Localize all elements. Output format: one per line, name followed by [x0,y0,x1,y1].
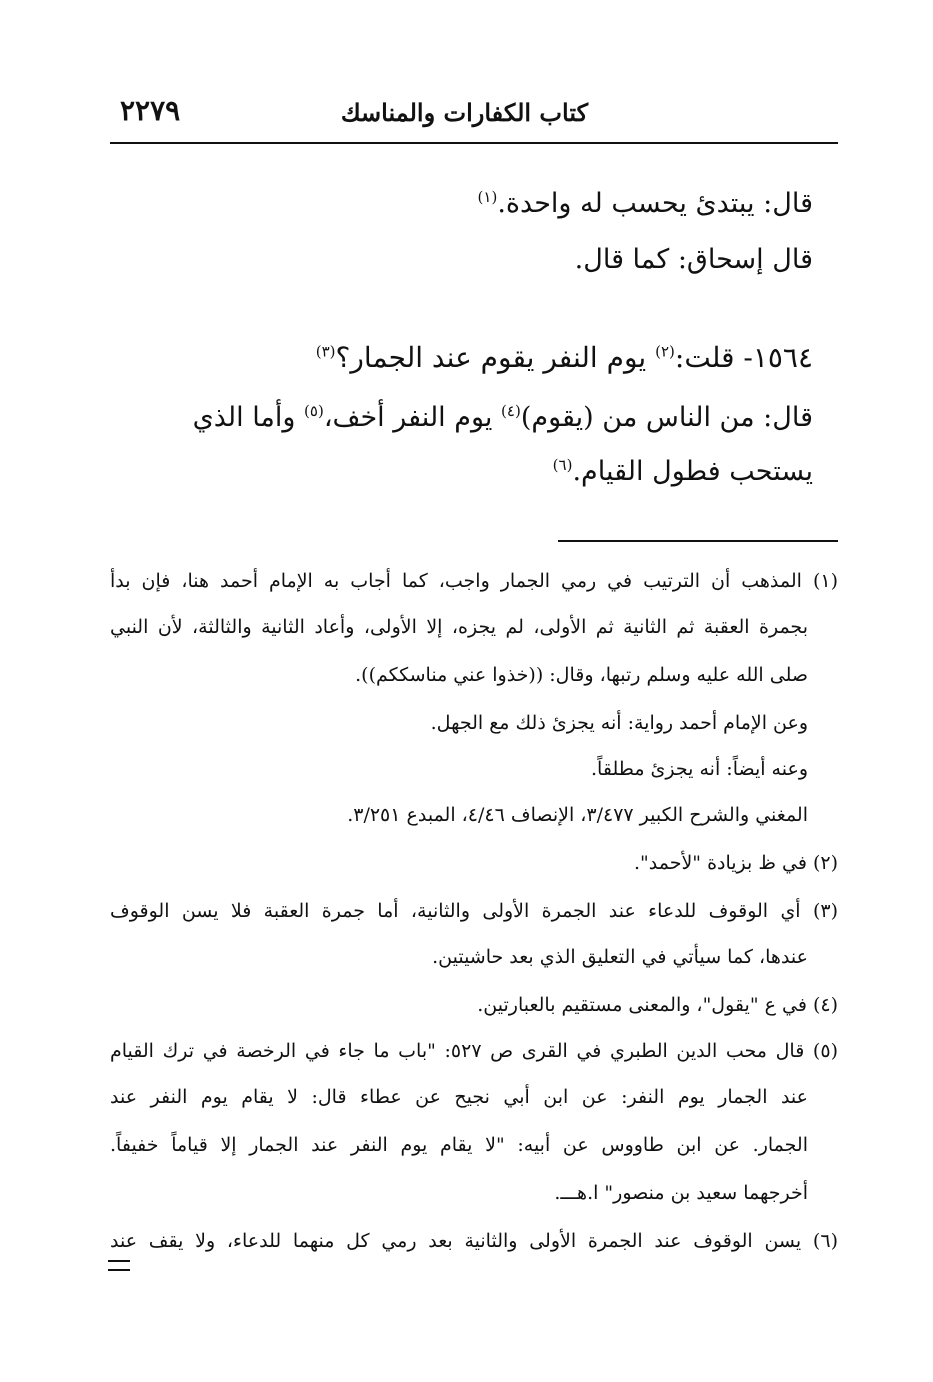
footnote-mark-3: (٣) [315,342,336,361]
page-number: ٢٢٧٩ [120,94,181,127]
footnote-4: (٤) في ع "يقول"، والمعنى مستقيم بالعبارتين. [477,994,838,1016]
answer-part-2: يوم النفر أخف، [323,402,502,433]
footnote-5-line-2: عند الجمار يوم النفر: عن ابن أبي نجيح عن عطاء قال: لا يقام يوم النفر عند [110,1086,808,1108]
footnote-1-line-5: وعنه أيضاً: أنه يجزئ مطلقاً. [591,758,808,780]
footnote-mark-2: (٢) [655,342,675,361]
answer-line-2-text: يستحب فطول القيام. [572,456,813,487]
question-number: ١٥٦٤- قلت: [674,341,813,374]
main-line-2-text: قال إسحاق: كما قال. [574,244,813,275]
footnote-mark-5: (٥) [304,402,324,420]
footnote-1-line-1: (١) المذهب أن الترتيب في رمي الجمار واجب، كما أجاب به الإمام أحمد هنا، فإن بدأ [110,570,838,592]
footnote-6-line-1: (٦) يسن الوقوف عند الجمرة الأولى والثانية بعد رمي كل منهما للدعاء، ولا يقف عند [110,1230,838,1252]
footnote-separator [558,540,838,542]
continuation-mark [108,1260,130,1271]
footnote-1-line-3: صلى الله عليه وسلم رتبها، وقال: ((خذوا عني مناسككم)). [355,664,808,686]
footnote-5-line-1: (٥) قال محب الدين الطبري في القرى ص ٥٢٧: "باب ما جاء في الرخصة في ترك القيام [110,1040,838,1062]
footnote-3-line-2: عندها، كما سيأتي في التعليق الذي بعد حاشيتين. [432,946,808,968]
answer-part-1: قال: من الناس من (يقوم) [520,402,813,433]
question-line [316,338,813,378]
footnote-5-line-3: الجمار. عن ابن طاووس عن أبيه: "لا يقام يوم النفر عند الجمار إلا قياماً خفيفاً. [110,1134,808,1156]
footnote-1-line-2: بجمرة العقبة ثم الثانية ثم الأولى، لم يجزه، إلا الأولى، وأعاد الثانية والثالثة، لأن النبي [110,616,808,638]
footnote-5-line-4: أخرجهما سعيد بن منصور" ا.هـــ. [554,1182,808,1204]
answer-part-3: وأما الذي [192,402,305,433]
running-title: كتاب الكفارات والمناسك [340,98,588,127]
footnote-2: (٢) في ظ بزيادة "لأحمد". [633,852,838,874]
footnote-mark-1: (١) [477,188,498,206]
footnote-3-line-1: (٣) أي الوقوف للدعاء عند الجمرة الأولى والثانية، أما جمرة العقبة فلا يسن الوقوف [110,900,838,922]
answer-line-2 [553,452,813,492]
answer-line-1 [95,398,813,438]
main-line-2 [575,240,813,280]
footnote-1-line-6: المغني والشرح الكبير ٣/٤٧٧، الإنصاف ٤/٤٦، المبدع ٣/٢٥١. [347,804,808,826]
question-text: يوم النفر يقوم عند الجمار؟ [335,341,656,374]
page-header [110,92,838,144]
footnote-mark-4: (٤) [501,402,521,420]
footnote-1-line-4: وعن الإمام أحمد رواية: أنه يجزئ ذلك مع الجهل. [430,712,808,734]
main-line-1 [478,184,813,224]
footnote-mark-6: (٦) [552,456,573,474]
main-line-1-text: قال: يبتدئ يحسب له واحدة. [497,188,813,219]
